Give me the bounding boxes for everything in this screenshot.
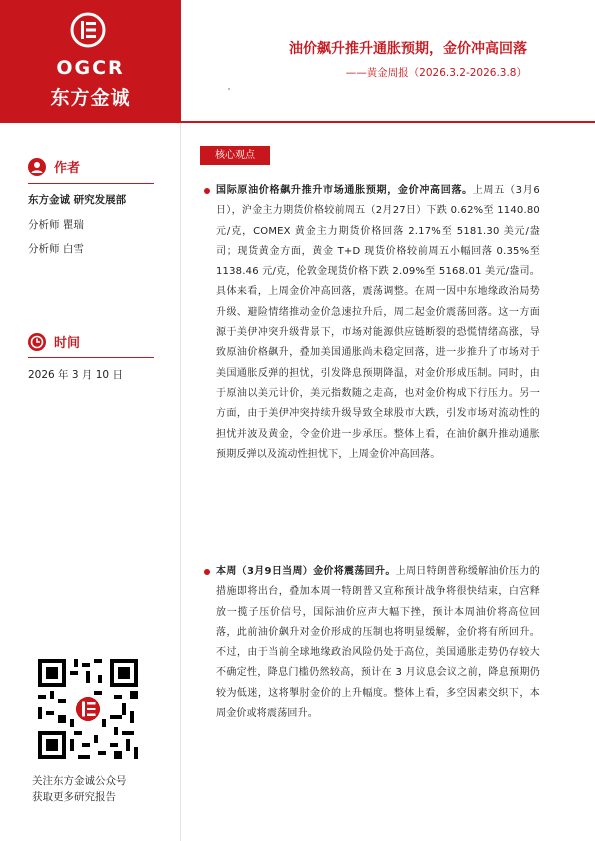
time-heading: 时间 xyxy=(54,336,81,351)
qr-code-image xyxy=(34,655,142,763)
author-section-header xyxy=(28,157,80,176)
org-name: 东方金诚 研究发展部 xyxy=(28,194,127,206)
analyst-1: 分析师 瞿瑞 xyxy=(28,219,84,231)
clock-icon xyxy=(28,333,46,351)
core-view-body-2: 上周日特朗普称缓解油价压力的措施即将出台，叠加本周一特朗普又宣称预计战争将很快结束，白宫释放一揽子压价信号，国际油价应声大幅下挫，预计本周油价将高位回落，此前油价飙升对金价形成的压制也将明显缓解，金价将有所回升。不过，由于当前全球地缘政治风险仍处于高位，美国通胀走势仍存较大不确定性，降息门槛仍然较高，预计在 3 月议息会议之前，降息预期仍较为低迷，这将掣肘金价的上升幅度。整体上看，多空因素交织下，本周金价或将震荡回升。 xyxy=(216,566,540,720)
brand-name-en: OGCR xyxy=(56,57,125,79)
report-title: 油价飙升推升通胀预期，金价冲高回落 xyxy=(289,41,527,57)
core-view-lead-2: 本周（3月9日当周）金价将震荡回升。 xyxy=(216,566,396,577)
time-section-rule xyxy=(28,357,154,358)
time-section-header xyxy=(28,332,80,351)
bullet-point-1 xyxy=(204,188,210,194)
qr-caption-follow: 关注东方金诚公众号 xyxy=(32,775,127,787)
decorative-dot xyxy=(228,88,230,90)
core-views-tag: 核心观点 xyxy=(200,146,270,165)
report-subtitle: ——黄金周报（2026.3.2-2026.3.8） xyxy=(345,67,527,79)
core-view-paragraph-1 xyxy=(216,181,540,465)
author-section-rule xyxy=(28,183,154,184)
report-date: 2026 年 3 月 10 日 xyxy=(28,369,123,381)
core-view-lead-1: 国际原油价格飙升推升市场通胀预期，金价冲高回落。 xyxy=(216,185,473,196)
analyst-2: 分析师 白雪 xyxy=(28,243,84,255)
author-heading: 作者 xyxy=(54,161,81,176)
brand-emblem-icon xyxy=(70,12,106,48)
brand-name-cn: 东方金诚 xyxy=(50,87,131,109)
sidebar-divider xyxy=(180,123,181,841)
core-view-paragraph-2 xyxy=(216,562,540,724)
qr-caption-reports: 获取更多研究报告 xyxy=(32,791,116,803)
header-divider xyxy=(181,121,595,123)
bullet-point-2 xyxy=(204,569,210,575)
brand-logo-block xyxy=(0,0,181,123)
core-view-body-1: 上周五（3月6日），沪金主力期货价格较前周五（2月27日）下跌 0.62%至 1140.80 元/克，COMEX 黄金主力期货价格回落 2.17%至 5181.30 美元/盎司；现货黄金方面，黄金 T+D 现货价格较前周五小幅回落 0.35%至 1138.46 元/克，伦敦金现货价格下跌 2.09%至 5168.01 美元/盎司。具体来看，上周金价冲高回落，震荡调整。在周一因中东地缘政治局势升级、避险情绪推动金价急速拉升后，周二起金价震荡回落。这一方面源于美伊冲突升级背景下，市场对能源供应链断裂的恐慌情绪高涨，导致原油价格飙升，叠加美国通胀尚未稳定回落，进一步推升了市场对于美国通胀反弹的担忧，引发降息预期降温，对金价形成压制。同时，由于原油以美元计价，美元指数随之走高，也对金价构成下行压力。另一方面，由于美伊冲突持续升级导致全球股市大跌，引发市场对流动性的担忧并波及黄金，令金价进一步承压。整体上看，在油价飙升推动通胀预期反弹以及流动性担忧下，上周金价冲高回落。 xyxy=(216,185,540,460)
person-icon xyxy=(28,158,46,176)
